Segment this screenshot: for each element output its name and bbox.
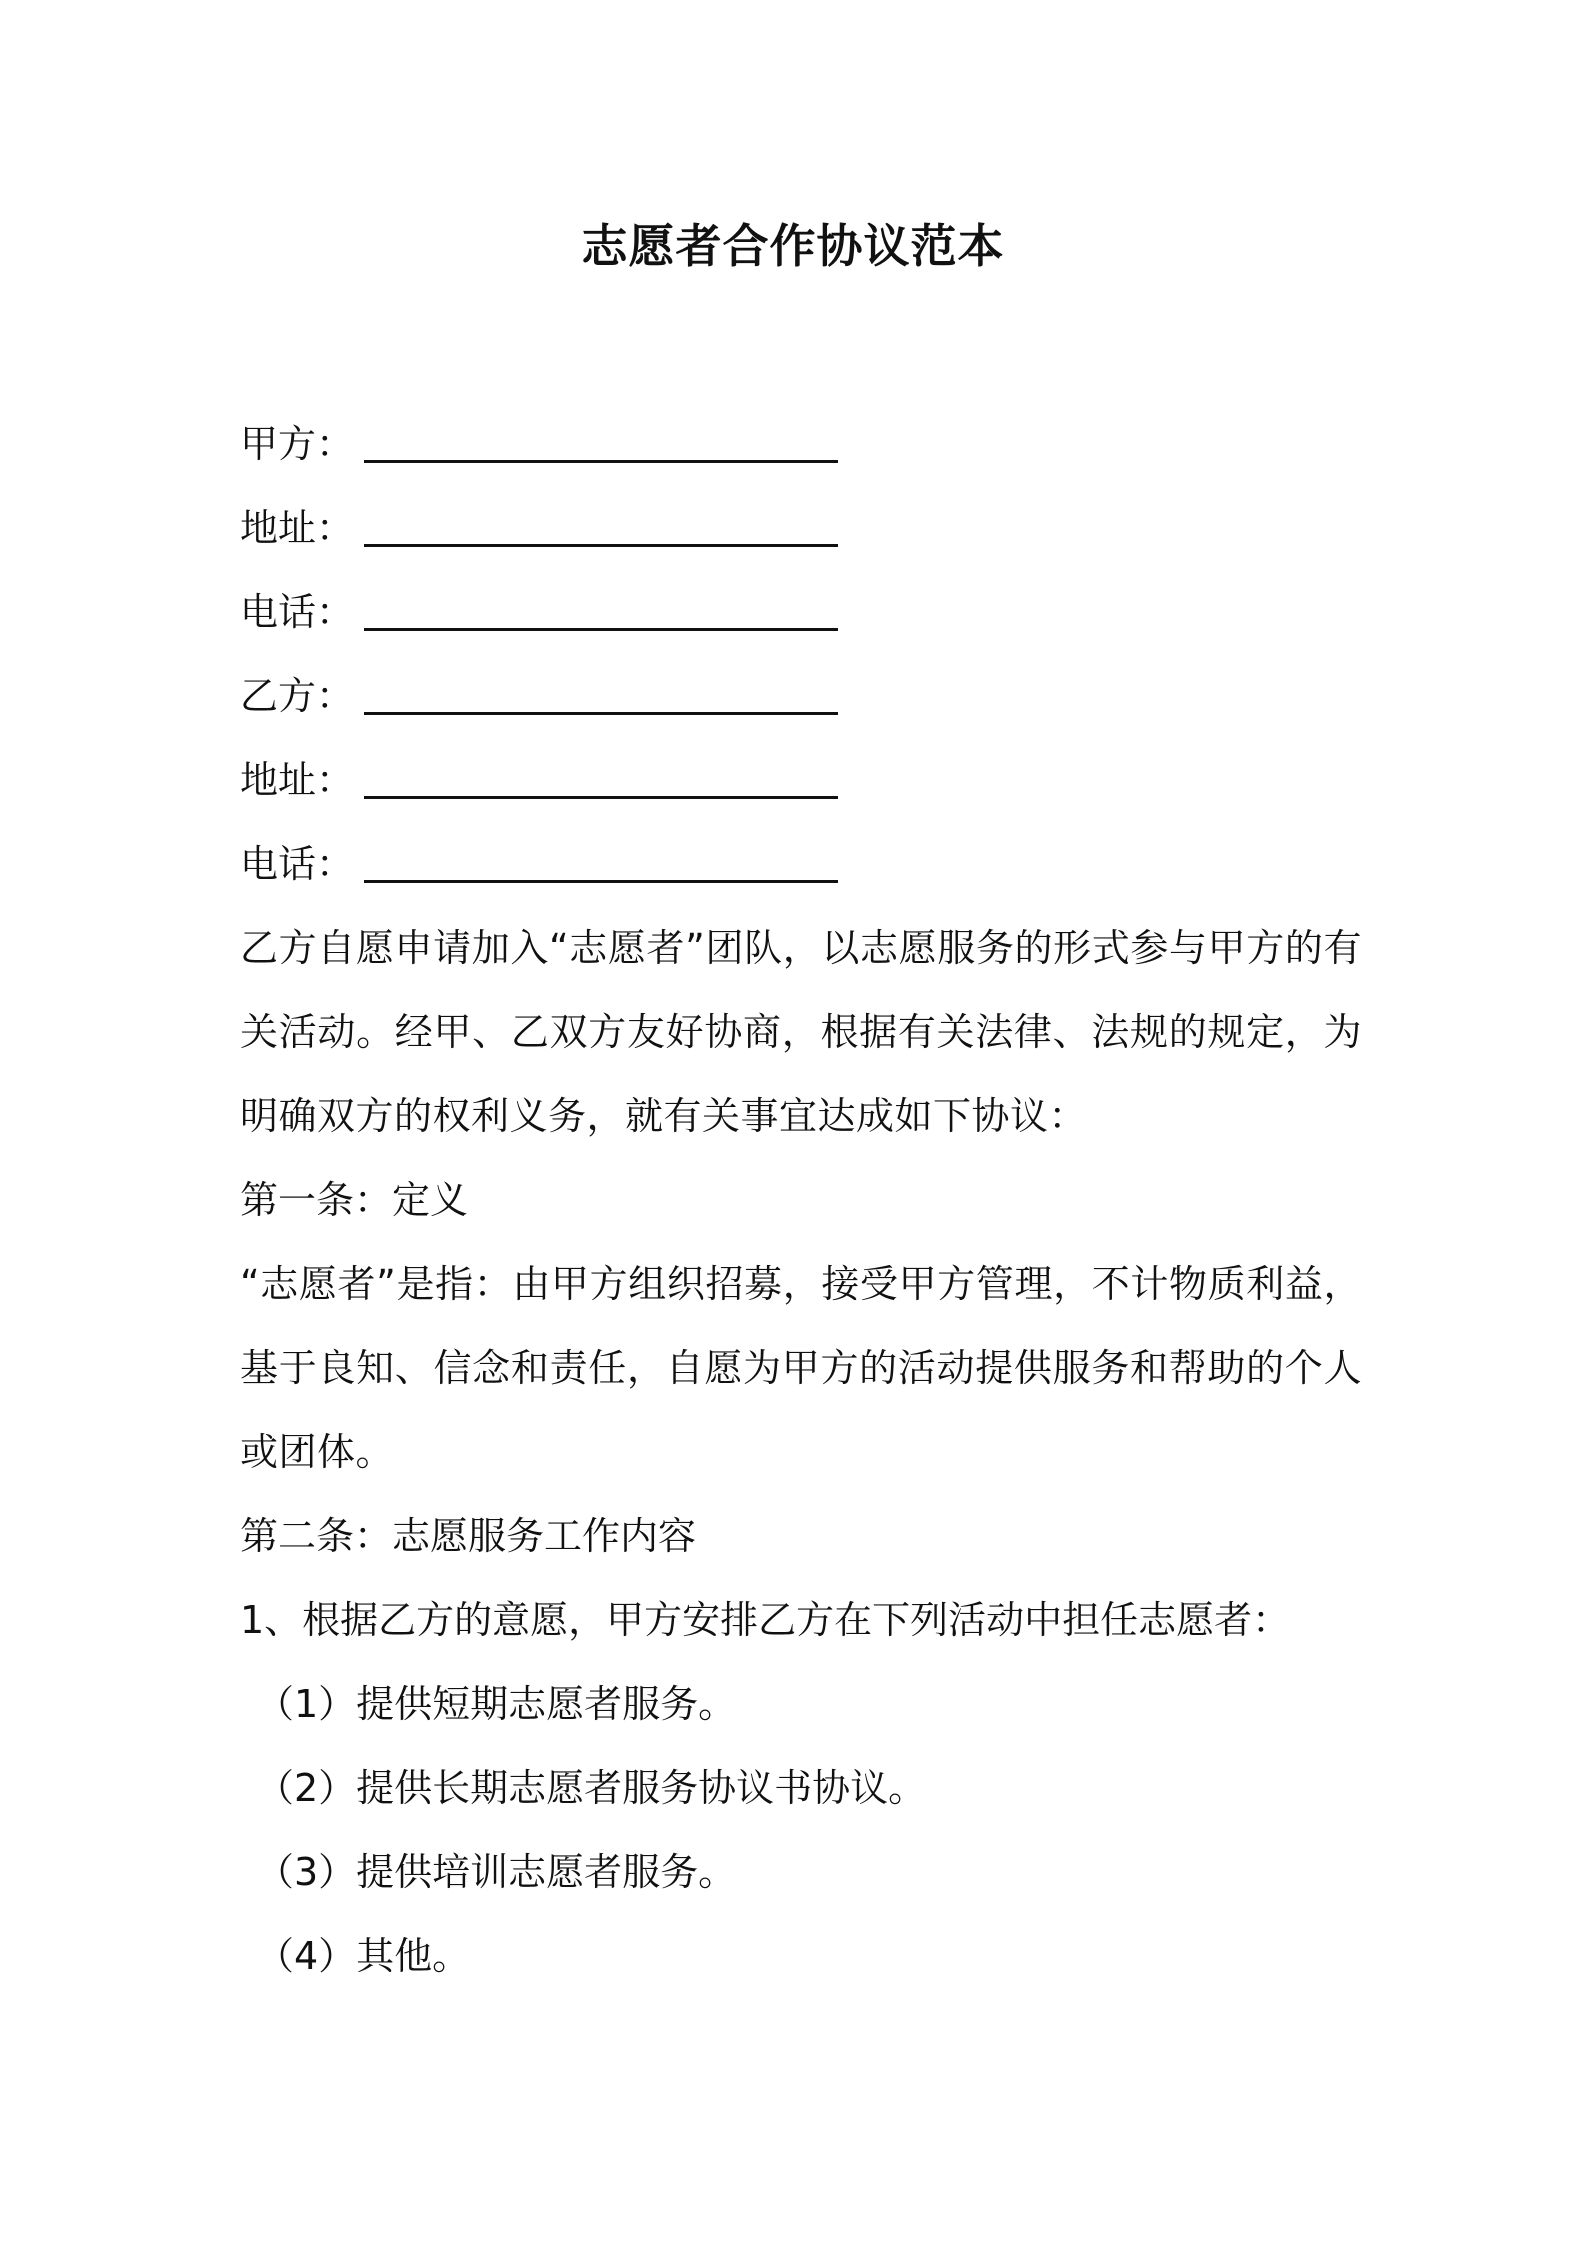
fill-in-blank <box>364 838 838 883</box>
field-party-a <box>240 402 1362 486</box>
fill-in-blank <box>364 670 838 715</box>
list-item: （3）提供培训志愿者服务。 <box>256 1850 737 1894</box>
fill-in-blank <box>364 418 838 463</box>
list-item: （2）提供长期志愿者服务协议书协议。 <box>256 1766 927 1810</box>
article-2-heading: 第二条：志愿服务工作内容 <box>240 1514 697 1558</box>
document-body <box>240 402 1362 1998</box>
fill-in-blank <box>364 502 838 547</box>
intro-paragraph: 乙方自愿申请加入“志愿者”团队，以志愿服务的形式参与甲方的有关活动。经甲、乙双方友好协商，根据有关法律、法规的规定，为明确双方的权利义务，就有关事宜达成如下协议： <box>240 926 1362 1138</box>
field-label: 电话： <box>240 590 355 634</box>
field-label: 地址： <box>240 758 355 802</box>
field-address-b <box>240 738 1362 822</box>
field-phone-b <box>240 822 1362 906</box>
field-label: 地址： <box>240 506 355 550</box>
field-label: 乙方： <box>240 674 355 718</box>
field-label: 电话： <box>240 842 355 886</box>
article-1-heading: 第一条：定义 <box>240 1178 469 1222</box>
list-item: （4）其他。 <box>256 1934 471 1978</box>
fill-in-blank <box>364 586 838 631</box>
article-2-point-1: 1、根据乙方的意愿，甲方安排乙方在下列活动中担任志愿者： <box>240 1598 1291 1642</box>
field-party-b <box>240 654 1362 738</box>
field-address-a <box>240 486 1362 570</box>
list-item: （1）提供短期志愿者服务。 <box>256 1682 737 1726</box>
article-1-text: “志愿者”是指：由甲方组织招募，接受甲方管理，不计物质利益，基于良知、信念和责任，自愿为甲方的活动提供服务和帮助的个人或团体。 <box>240 1262 1362 1474</box>
document-title: 志愿者合作协议范本 <box>581 219 1005 273</box>
fill-in-blank <box>364 754 838 799</box>
field-phone-a <box>240 570 1362 654</box>
field-label: 甲方： <box>240 422 355 466</box>
